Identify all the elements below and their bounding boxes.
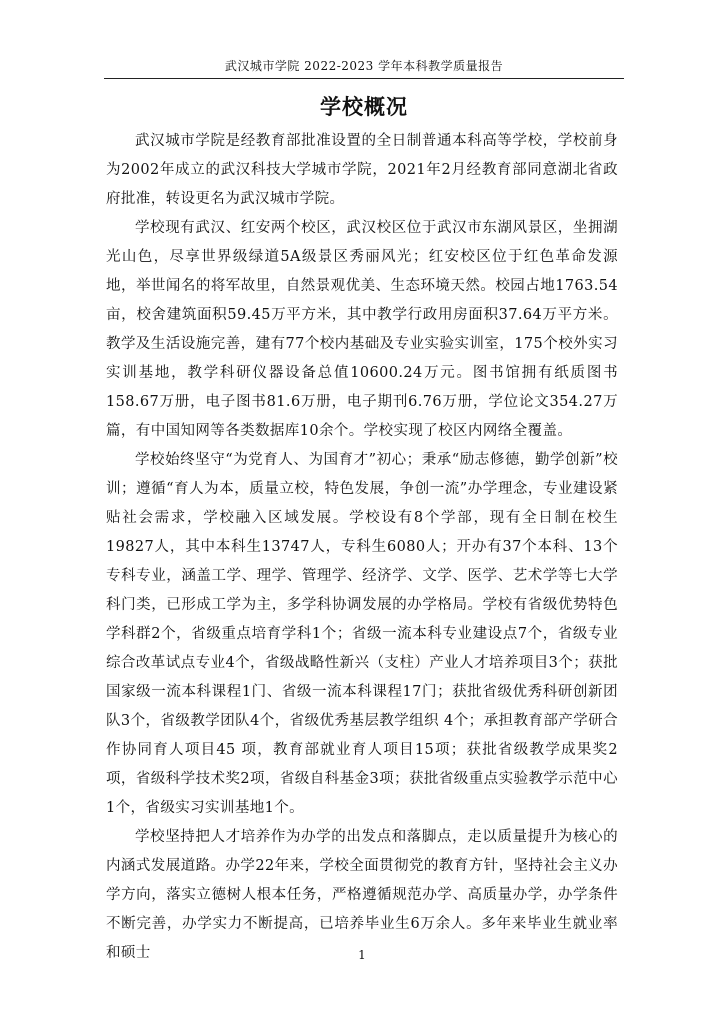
- paragraph-talent-cultivation: 学校坚持把人才培养作为办学的出发点和落脚点，走以质量提升为核心的内涵式发展道路。办学22年来，学校全面贯彻党的教育方针，坚持社会主义办学方向，落实立德树人根本任务，严格遵循规范办学、高质量办学，办学条件不断完善，办学实力不断提高，已培养毕业生6万余人。多年来毕业生就业率和硕士: [106, 829, 618, 961]
- header-divider: [104, 78, 624, 79]
- paragraph-campus-facilities: 学校现有武汉、红安两个校区，武汉校区位于武汉市东湖风景区，坐拥湖光山色，尽享世界级绿道5A级景区秀丽风光；红安校区位于红色革命发源地，举世闻名的将军故里，自然景观优美、生态环境天然。校园占地1763.54亩，校舍建筑面积59.45万平方米，其中教学行政用房面积37.64万平方米。教学及生活设施完善，建有77个校内基础及专业实验实训室，175个校外实习实训基地，教学科研仪器设备总值10600.24万元。图书馆拥有纸质图书158.67万册，电子图书81.6万册，电子期刊6.76万册，学位论文354.27万篇，有中国知网等各类数据库10余个。学校实现了校区内网络全覆盖。: [106, 220, 618, 439]
- section-title: 学校概况: [320, 95, 408, 119]
- paragraph-introduction: 武汉城市学院是经教育部批准设置的全日制普通本科高等学校，学校前身为2002年成立的武汉科技大学城市学院，2021年2月经教育部同意湖北省政府批准，转设更名为武汉城市学院。: [106, 133, 618, 207]
- paragraph-mission-disciplines: 学校始终坚守“为党育人、为国育才”初心；秉承“励志修德，勤学创新”校训；遵循“育人为本，质量立校，特色发展，争创一流”办学理念，专业建设紧贴社会需求，学校融入区域发展。学校设有8个学部，现有全日制在校生19827人，其中本科生13747人，专科生6080人；开办有37个本科、13个专科专业，涵盖工学、理学、管理学、经济学、文学、医学、艺术学等七大学科门类，已形成工学为主，多学科协调发展的办学格局。学校有省级优势特色学科群2个，省级重点培育学科1个；省级一流本科专业建设点7个，省级专业综合改革试点专业4个，省级战略性新兴（支柱）产业人才培养项目3个；获批国家级一流本科课程1门、省级一流本科课程17门；获批省级优秀科研创新团队3个，省级教学团队4个，省级优秀基层教学组织 4个；承担教育部产学研合作协同育人项目45 项，教育部就业育人项目15项；获批省级教学成果奖2 项，省级科学技术奖2项，省级自科基金3项；获批省级重点实验教学示范中心1个，省级实习实训基地1个。: [106, 452, 618, 816]
- running-header: 武汉城市学院 2022-2023 学年本科教学质量报告: [224, 59, 504, 73]
- page-number: 1: [358, 948, 366, 962]
- body-text: [106, 127, 618, 968]
